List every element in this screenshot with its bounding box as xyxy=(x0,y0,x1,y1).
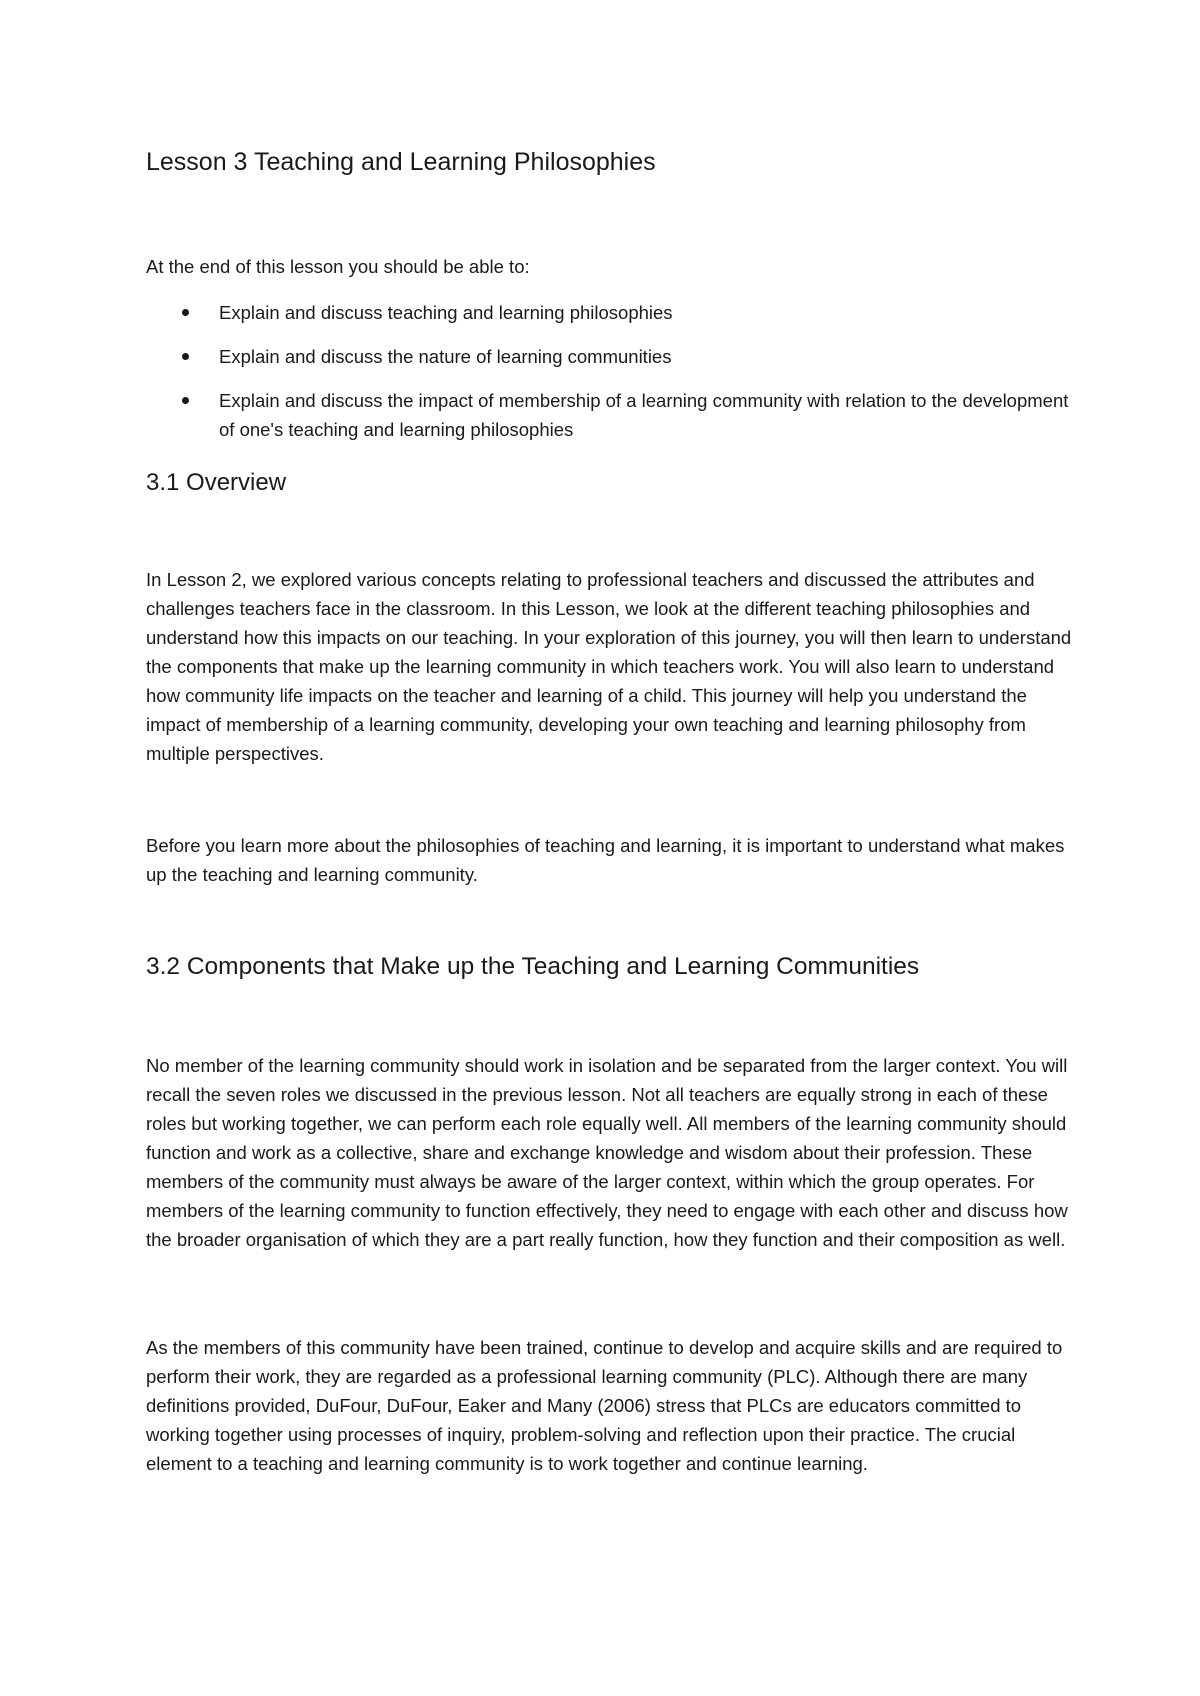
components-paragraph: No member of the learning community should work in isolation and be separated from the larger context. You will recall the seven roles we discussed in the previous lesson. Not all teachers are equally strong in each of these roles but working together, we can perform each role equally well. All members of the learning community should function and work as a collective, share and exchange knowledge and wisdom about their profession. These members of the community must always be aware of the larger context, within which the group operates. For members of the learning community to function effectively, they need to engage with each other and discuss how the broader organisation of which they are a part really function, how they function and their composition as well. xyxy=(146,1055,1068,1250)
bullet-icon xyxy=(182,353,189,360)
bullet-icon xyxy=(182,309,189,316)
objective-text: Explain and discuss the nature of learning communities xyxy=(219,346,672,367)
objective-item xyxy=(146,298,1076,327)
objective-text: Explain and discuss the impact of membership of a learning community with relation to the development of one's teaching and learning philosophies xyxy=(219,390,1069,440)
section-heading-components: 3.2 Components that Make up the Teaching and Learning Communities xyxy=(146,953,920,980)
overview-paragraph: In Lesson 2, we explored various concepts relating to professional teachers and discussed the attributes and challenges teachers face in the classroom. In this Lesson, we look at the different teaching philosophies and understand how this impacts on our teaching. In your exploration of this journey, you will then learn to understand the components that make up the learning community in which teachers work. You will also learn to understand how community life impacts on the teacher and learning of a child. This journey will help you understand the impact of membership of a learning community, developing your own teaching and learning philosophy from multiple perspectives. xyxy=(146,569,1072,764)
objectives-list xyxy=(146,298,1076,459)
lesson-title: Lesson 3 Teaching and Learning Philosophies xyxy=(146,148,656,176)
components-paragraph: As the members of this community have been trained, continue to develop and acquire skills and are required to perform their work, they are regarded as a professional learning community (PLC). Although there are many definitions provided, DuFour, DuFour, Eaker and Many (2006) stress that PLCs are educators committed to working together using processes of inquiry, problem-solving and reflection upon their practice. The crucial element to a teaching and learning community is to work together and continue learning. xyxy=(146,1337,1063,1474)
objectives-intro: At the end of this lesson you should be able to: xyxy=(146,256,530,277)
objective-item xyxy=(146,386,1076,444)
objective-item xyxy=(146,342,1076,371)
overview-paragraph: Before you learn more about the philosophies of teaching and learning, it is important to understand what makes up the teaching and learning community. xyxy=(146,835,1065,885)
section-heading-overview: 3.1 Overview xyxy=(146,469,287,496)
objective-text: Explain and discuss teaching and learning philosophies xyxy=(219,302,673,323)
bullet-icon xyxy=(182,397,189,404)
